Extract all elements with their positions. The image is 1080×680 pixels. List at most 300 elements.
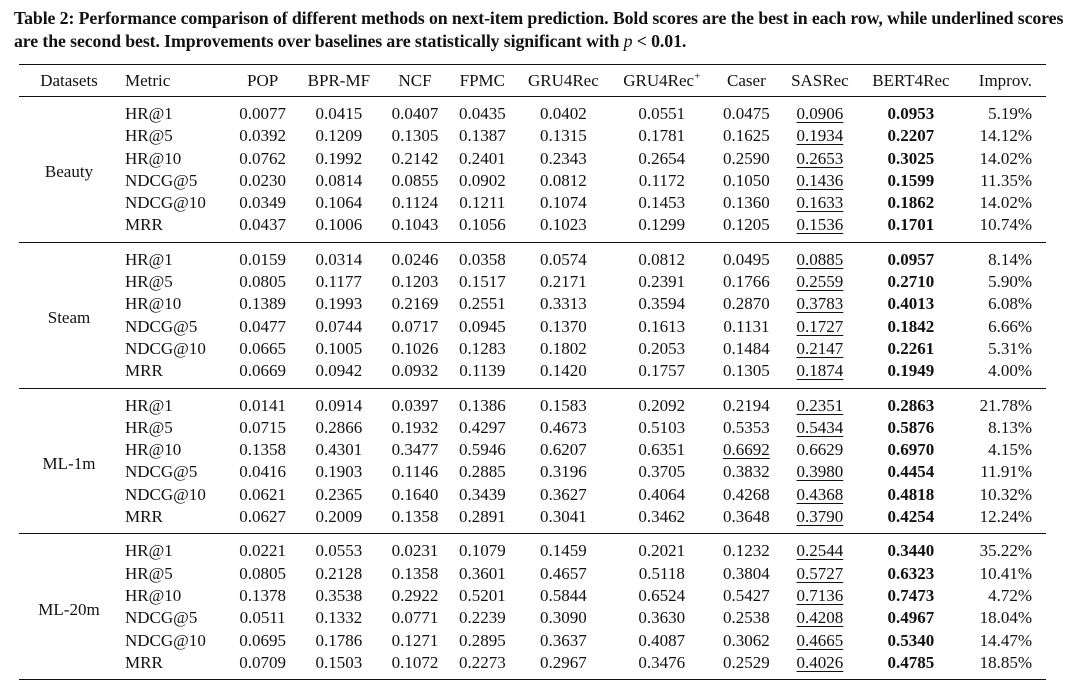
- score-cell: [780, 417, 860, 439]
- score-cell: [780, 484, 860, 506]
- score-cell: [229, 506, 296, 534]
- score-cell: [860, 388, 962, 417]
- score-value: 0.1727: [796, 316, 844, 336]
- score-value: 0.3790: [796, 507, 844, 527]
- score-value: 0.3601: [458, 563, 506, 583]
- score-value: 0.2128: [315, 563, 363, 583]
- improvement-cell: 10.32%: [979, 484, 1032, 504]
- improvement-cell: 8.14%: [988, 249, 1032, 269]
- score-value: 0.4665: [796, 630, 844, 650]
- score-cell: [860, 360, 962, 388]
- metric-name: NDCG@10: [125, 484, 206, 504]
- score-cell: [449, 360, 516, 388]
- score-cell: [449, 506, 516, 534]
- score-cell: [296, 360, 381, 388]
- score-value: 0.1932: [391, 417, 439, 437]
- score-cell: [449, 170, 516, 192]
- score-value: 0.4454: [887, 462, 935, 482]
- score-value: 0.0141: [239, 395, 286, 415]
- score-value: 0.0744: [315, 316, 363, 336]
- score-cell: [713, 192, 780, 214]
- score-cell: [860, 417, 962, 439]
- score-value: 0.1079: [458, 541, 506, 561]
- header-bert4rec: BERT4Rec: [860, 65, 962, 97]
- score-cell: [713, 214, 780, 242]
- score-cell: [449, 652, 516, 680]
- table-row: [19, 148, 1046, 170]
- score-value: 0.2559: [796, 272, 844, 292]
- score-cell: [296, 271, 381, 293]
- score-cell: [449, 338, 516, 360]
- score-cell: [229, 338, 296, 360]
- score-value: 0.1459: [540, 541, 587, 561]
- improvement-cell: 21.78%: [979, 395, 1032, 415]
- score-value: 0.3980: [796, 462, 844, 482]
- score-cell: [381, 293, 448, 315]
- score-value: 0.1056: [458, 215, 506, 235]
- score-value: 0.0230: [239, 170, 286, 190]
- score-value: 0.0814: [315, 170, 363, 190]
- metric-name: HR@1: [125, 541, 173, 561]
- score-value: 0.6351: [638, 440, 686, 460]
- score-value: 0.2870: [723, 294, 770, 314]
- score-value: 0.1420: [540, 361, 587, 381]
- score-value: 0.1211: [459, 193, 506, 213]
- score-value: 0.4818: [887, 484, 935, 504]
- improvement-cell: 14.02%: [979, 148, 1032, 168]
- score-cell: [229, 360, 296, 388]
- score-cell: [296, 607, 381, 629]
- score-cell: [713, 125, 780, 147]
- score-cell: [296, 170, 381, 192]
- score-cell: [516, 388, 611, 417]
- score-value: 0.4657: [540, 563, 587, 583]
- score-value: 0.3090: [540, 608, 587, 628]
- score-value: 0.3594: [638, 294, 686, 314]
- score-value: 0.1613: [638, 316, 686, 336]
- score-cell: [296, 293, 381, 315]
- metric-name: HR@5: [125, 563, 173, 583]
- score-value: 0.3025: [887, 148, 935, 168]
- score-value: 0.6970: [887, 440, 935, 460]
- score-value: 0.3783: [796, 294, 844, 314]
- score-cell: [229, 214, 296, 242]
- score-cell: [611, 506, 713, 534]
- score-cell: [381, 607, 448, 629]
- improvement-cell: 4.15%: [988, 440, 1032, 460]
- score-cell: [296, 97, 381, 126]
- score-value: 0.2551: [458, 294, 506, 314]
- score-value: 0.1358: [391, 563, 439, 583]
- score-value: 0.2351: [796, 395, 844, 415]
- score-cell: [516, 607, 611, 629]
- metric-name: HR@1: [125, 249, 173, 269]
- score-cell: [229, 630, 296, 652]
- score-cell: [449, 388, 516, 417]
- score-value: 0.5201: [458, 585, 506, 605]
- caption-tail: < 0.01.: [632, 31, 687, 51]
- score-cell: [296, 439, 381, 461]
- score-value: 0.5946: [458, 440, 506, 460]
- score-cell: [296, 506, 381, 534]
- metric-name: HR@10: [125, 440, 182, 460]
- score-value: 0.0495: [723, 249, 770, 269]
- score-cell: [516, 652, 611, 680]
- improvement-cell: 10.41%: [979, 563, 1032, 583]
- score-cell: [229, 417, 296, 439]
- score-value: 0.1993: [315, 294, 363, 314]
- score-value: 0.2021: [638, 541, 686, 561]
- score-value: 0.2147: [796, 338, 844, 358]
- score-value: 0.4087: [638, 630, 686, 650]
- score-value: 0.2142: [391, 148, 439, 168]
- score-value: 0.1043: [391, 215, 439, 235]
- score-cell: [713, 563, 780, 585]
- score-cell: [381, 417, 448, 439]
- score-value: 0.6692: [723, 440, 770, 460]
- score-value: 0.3462: [638, 507, 686, 527]
- score-value: 0.5434: [796, 417, 844, 437]
- improvement-cell: 4.72%: [988, 585, 1032, 605]
- score-cell: [516, 214, 611, 242]
- score-cell: [611, 607, 713, 629]
- score-value: 0.1209: [315, 126, 363, 146]
- score-value: 0.0855: [391, 170, 439, 190]
- score-value: 0.0695: [239, 630, 286, 650]
- score-cell: [611, 461, 713, 483]
- score-cell: [780, 563, 860, 585]
- score-cell: [449, 214, 516, 242]
- score-cell: [381, 271, 448, 293]
- score-cell: [381, 148, 448, 170]
- score-value: 0.5118: [638, 563, 685, 583]
- score-cell: [381, 388, 448, 417]
- metric-name: NDCG@10: [125, 630, 206, 650]
- score-cell: [381, 484, 448, 506]
- metric-name: MRR: [125, 507, 163, 527]
- score-value: 0.1633: [796, 193, 844, 213]
- score-value: 0.2092: [638, 395, 686, 415]
- score-value: 0.2171: [540, 272, 587, 292]
- score-value: 0.1358: [239, 440, 286, 460]
- score-cell: [780, 630, 860, 652]
- score-value: 0.0942: [315, 361, 363, 381]
- score-value: 0.1315: [540, 126, 587, 146]
- improvement-cell: 14.47%: [979, 630, 1032, 650]
- score-cell: [860, 242, 962, 271]
- metric-name: HR@1: [125, 395, 173, 415]
- score-cell: [229, 125, 296, 147]
- score-cell: [860, 125, 962, 147]
- score-value: 0.0392: [239, 126, 286, 146]
- header-gru4rec-plus-sup: +: [694, 70, 701, 83]
- table-row: [19, 630, 1046, 652]
- score-cell: [860, 192, 962, 214]
- score-value: 0.0159: [239, 249, 286, 269]
- score-cell: [296, 125, 381, 147]
- score-value: 0.0669: [239, 361, 286, 381]
- score-value: 0.0906: [796, 104, 844, 123]
- score-cell: [229, 534, 296, 563]
- score-value: 0.4268: [723, 484, 770, 504]
- score-cell: [381, 192, 448, 214]
- caption-label: Table 2:: [14, 8, 75, 28]
- score-cell: [229, 170, 296, 192]
- score-value: 0.3041: [540, 507, 587, 527]
- score-cell: [860, 652, 962, 680]
- score-cell: [296, 585, 381, 607]
- score-cell: [229, 293, 296, 315]
- header-fpmc: FPMC: [449, 65, 516, 97]
- score-value: 0.0771: [391, 608, 439, 628]
- score-value: 0.1583: [540, 395, 587, 415]
- score-cell: [860, 271, 962, 293]
- score-value: 0.1299: [638, 215, 686, 235]
- score-value: 0.4208: [796, 608, 844, 628]
- score-value: 0.1389: [239, 294, 286, 314]
- score-cell: [381, 585, 448, 607]
- score-cell: [381, 125, 448, 147]
- score-cell: [780, 607, 860, 629]
- score-value: 0.1378: [239, 585, 286, 605]
- score-cell: [780, 125, 860, 147]
- score-cell: [296, 214, 381, 242]
- score-value: 0.1386: [458, 395, 506, 415]
- score-cell: [611, 417, 713, 439]
- score-cell: [860, 607, 962, 629]
- score-value: 0.1146: [391, 462, 439, 482]
- score-value: 0.2169: [391, 294, 439, 314]
- score-cell: [713, 242, 780, 271]
- score-value: 0.2866: [315, 417, 363, 437]
- score-cell: [229, 242, 296, 271]
- score-value: 0.1625: [723, 126, 770, 146]
- score-cell: [229, 97, 296, 126]
- metric-name: MRR: [125, 215, 163, 235]
- score-cell: [296, 192, 381, 214]
- score-value: 0.0885: [796, 249, 844, 269]
- score-value: 0.1436: [796, 170, 844, 190]
- score-cell: [860, 461, 962, 483]
- score-value: 0.1503: [315, 652, 363, 672]
- score-value: 0.2538: [723, 608, 770, 628]
- score-cell: [713, 293, 780, 315]
- score-cell: [449, 630, 516, 652]
- improvement-cell: 6.66%: [988, 316, 1032, 336]
- dataset-name: ML-1m: [42, 453, 96, 473]
- score-cell: [860, 484, 962, 506]
- improvement-cell: 11.35%: [980, 170, 1032, 190]
- table-row: [19, 585, 1046, 607]
- score-cell: [713, 388, 780, 417]
- score-value: 0.4368: [796, 484, 844, 504]
- table-row: [19, 293, 1046, 315]
- score-value: 0.3705: [638, 462, 686, 482]
- score-cell: [860, 338, 962, 360]
- score-value: 0.0511: [239, 608, 286, 628]
- score-cell: [860, 534, 962, 563]
- score-value: 0.1023: [540, 215, 587, 235]
- score-value: 0.0349: [239, 193, 286, 213]
- score-value: 0.0551: [638, 104, 686, 123]
- score-value: 0.1701: [887, 215, 935, 235]
- score-cell: [611, 360, 713, 388]
- improvement-cell: 5.31%: [988, 338, 1032, 358]
- table-row: [19, 360, 1046, 388]
- score-value: 0.5727: [796, 563, 844, 583]
- score-cell: [381, 439, 448, 461]
- score-value: 0.2365: [315, 484, 363, 504]
- table-row: [19, 417, 1046, 439]
- score-cell: [449, 607, 516, 629]
- score-cell: [381, 242, 448, 271]
- score-value: 0.1842: [887, 316, 935, 336]
- header-gru4rec: GRU4Rec: [516, 65, 611, 97]
- score-value: 0.0435: [458, 104, 506, 123]
- table-row: [19, 170, 1046, 192]
- table-row: [19, 484, 1046, 506]
- improvement-cell: 35.22%: [979, 541, 1032, 561]
- dataset-name: Steam: [47, 308, 91, 328]
- dataset-name: Beauty: [44, 162, 94, 182]
- table-row: [19, 338, 1046, 360]
- score-cell: [860, 585, 962, 607]
- score-value: 0.3538: [315, 585, 363, 605]
- score-value: 0.0246: [391, 249, 439, 269]
- score-cell: [296, 563, 381, 585]
- results-table: [19, 64, 1046, 680]
- score-cell: [449, 148, 516, 170]
- header-sasrec: SASRec: [780, 65, 860, 97]
- score-cell: [296, 652, 381, 680]
- score-value: 0.0574: [540, 249, 587, 269]
- score-value: 0.5427: [723, 585, 770, 605]
- score-cell: [296, 242, 381, 271]
- score-cell: [780, 585, 860, 607]
- score-value: 0.0415: [315, 104, 363, 123]
- score-value: 0.3832: [723, 462, 770, 482]
- score-value: 0.0805: [239, 563, 286, 583]
- score-value: 0.2654: [638, 148, 686, 168]
- score-value: 0.0914: [315, 395, 363, 415]
- score-cell: [713, 506, 780, 534]
- metric-name: NDCG@10: [125, 193, 206, 213]
- score-cell: [381, 214, 448, 242]
- score-value: 0.1074: [540, 193, 587, 213]
- score-cell: [449, 439, 516, 461]
- score-value: 0.2401: [458, 148, 506, 168]
- score-cell: [713, 630, 780, 652]
- score-value: 0.2891: [458, 507, 506, 527]
- score-value: 0.7136: [796, 585, 844, 605]
- score-cell: [381, 316, 448, 338]
- table-row: [19, 125, 1046, 147]
- score-cell: [516, 170, 611, 192]
- header-bpr-mf: BPR-MF: [296, 65, 381, 97]
- score-value: 0.0715: [239, 417, 286, 437]
- score-cell: [713, 439, 780, 461]
- score-cell: [780, 388, 860, 417]
- dataset-group: [19, 534, 1046, 680]
- score-value: 0.1139: [459, 361, 506, 381]
- score-cell: [229, 316, 296, 338]
- score-value: 0.0397: [391, 395, 439, 415]
- score-cell: [780, 316, 860, 338]
- score-value: 0.0314: [315, 249, 363, 269]
- score-value: 0.4301: [315, 440, 363, 460]
- score-value: 0.1360: [723, 193, 770, 213]
- score-value: 0.1271: [391, 630, 439, 650]
- score-cell: [449, 585, 516, 607]
- table-row: [19, 534, 1046, 563]
- score-cell: [611, 563, 713, 585]
- score-value: 0.7473: [887, 585, 935, 605]
- score-cell: [381, 170, 448, 192]
- score-value: 0.2967: [540, 652, 587, 672]
- score-cell: [449, 242, 516, 271]
- score-value: 0.2863: [887, 395, 935, 415]
- score-value: 0.1177: [315, 272, 362, 292]
- score-value: 0.1172: [638, 170, 685, 190]
- score-cell: [611, 192, 713, 214]
- score-value: 0.3196: [540, 462, 587, 482]
- metric-name: MRR: [125, 652, 163, 672]
- table-caption: [14, 7, 1066, 53]
- score-value: 0.3648: [723, 507, 770, 527]
- score-cell: [713, 585, 780, 607]
- score-cell: [860, 97, 962, 126]
- score-cell: [780, 461, 860, 483]
- score-value: 0.2207: [887, 126, 935, 146]
- table-header: [19, 65, 1046, 97]
- score-value: 0.1640: [391, 484, 439, 504]
- score-value: 0.0762: [239, 148, 286, 168]
- score-value: 0.1370: [540, 316, 587, 336]
- header-datasets: Datasets: [19, 65, 119, 97]
- score-value: 0.5844: [540, 585, 587, 605]
- score-cell: [611, 484, 713, 506]
- score-value: 0.0077: [239, 104, 286, 123]
- score-value: 0.1283: [458, 338, 506, 358]
- score-cell: [860, 148, 962, 170]
- metric-name: HR@1: [125, 104, 173, 123]
- score-cell: [713, 360, 780, 388]
- score-value: 0.1005: [315, 338, 363, 358]
- score-cell: [611, 293, 713, 315]
- score-value: 0.0475: [723, 104, 770, 123]
- score-value: 0.3477: [391, 440, 439, 460]
- score-value: 0.2053: [638, 338, 686, 358]
- score-value: 0.4785: [887, 652, 935, 672]
- table-row: [19, 388, 1046, 417]
- score-cell: [449, 125, 516, 147]
- score-cell: [713, 417, 780, 439]
- score-value: 0.0805: [239, 272, 286, 292]
- score-value: 0.1205: [723, 215, 770, 235]
- score-value: 0.1124: [391, 193, 439, 213]
- score-value: 0.3627: [540, 484, 587, 504]
- score-cell: [516, 461, 611, 483]
- score-value: 0.2261: [887, 338, 935, 358]
- score-value: 0.1484: [723, 338, 770, 358]
- score-cell: [516, 242, 611, 271]
- table-row: [19, 242, 1046, 271]
- score-value: 0.1050: [723, 170, 770, 190]
- score-value: 0.0945: [458, 316, 506, 336]
- score-value: 0.1992: [315, 148, 363, 168]
- score-cell: [516, 192, 611, 214]
- metric-name: HR@10: [125, 148, 182, 168]
